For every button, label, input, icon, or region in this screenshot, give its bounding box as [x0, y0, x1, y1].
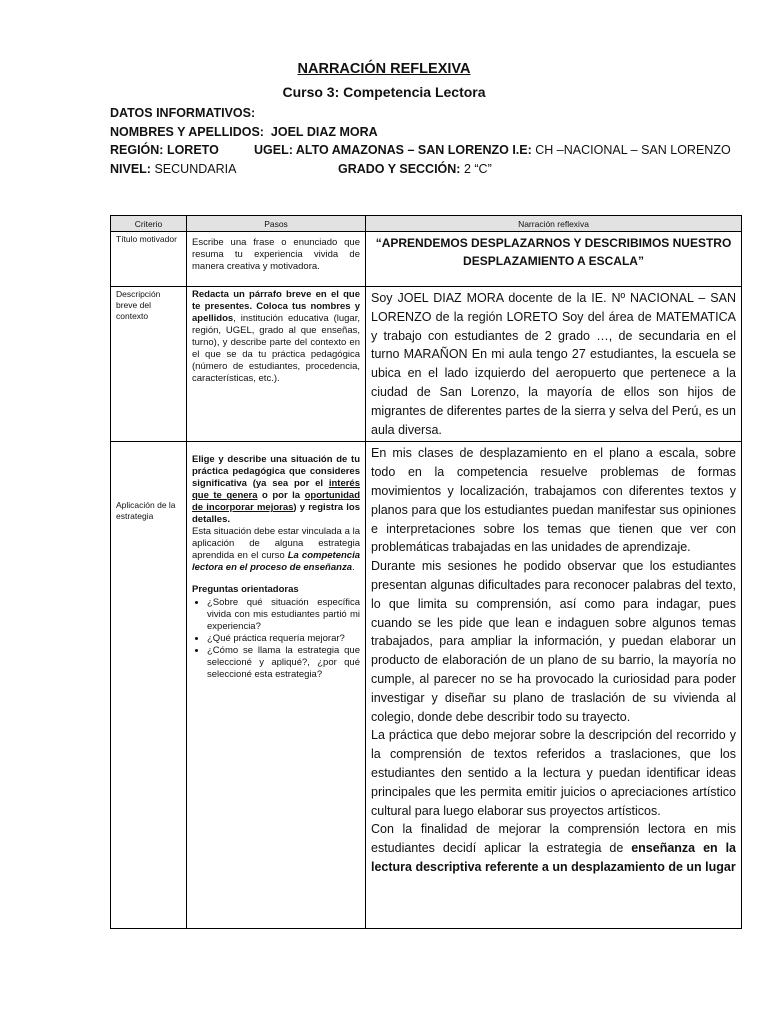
- document-subtitle: Curso 3: Competencia Lectora: [282, 84, 486, 100]
- criterio-aplicacion: Aplicación de la estrategia: [111, 442, 187, 929]
- list-item: • ¿Qué práctica requería mejorar?: [207, 633, 360, 645]
- reflection-table: [110, 215, 742, 929]
- narracion-contexto: Soy JOEL DIAZ MORA docente de la IE. Nº NACIONAL – SAN LORENZO de la región LORETO Soy del área de MATEMATICA y trabajo con estudiantes de 2 grado …, de secundaria en el turno MARAÑON En mi aula tengo 27 estudiantes, la escuela se ubica en el lado izquierdo del aeropuerto que pertenece a la ciudad de San Lorenzo, la mayoría de ellos son hijos de migrantes de diferentes partes de la sierra y selva del Perú, es un aula diversa.: [366, 287, 742, 442]
- info-ugel: [254, 143, 731, 157]
- ie-value: CH –NACIONAL – SAN LORENZO: [535, 143, 731, 157]
- narracion-p2: Durante mis sesiones he podido observar que los estudiantes presentan algunas dificultades para reconocer palabras del texto, lo que limita su comprensión, así como para indagar, pues cuando se les pide que lean e indaguen sobre algunos temas trabajados, para ampliar la información, y puedan elaborar un producto de elaboración de un plano de su barrio, la mayoría no cumple, al parecer no se ha provocado la curiosidad para poder investigar y diseñar su plano de traslación de su vivienda al colegio, donde debe describir todo su trayecto.: [371, 559, 736, 724]
- pasos-contexto-bold: Redacta un párrafo breve en el que te presentes. Coloca tus nombres y apellidos: [192, 289, 360, 324]
- list-item: • ¿Cómo se llama la estrategia que seleccioné y apliqué?, ¿por qué seleccioné esta estrategia?: [207, 645, 360, 681]
- criterio-titulo: Título motivador: [111, 232, 187, 287]
- preguntas-heading: Preguntas orientadoras: [192, 584, 299, 596]
- info-grado: [338, 162, 492, 176]
- pasos-titulo: Escribe una frase o enunciado que resuma tu experiencia vivida de manera creativa y motivadora.: [187, 232, 366, 287]
- info-nombres: [110, 125, 378, 139]
- narracion-p3: La práctica que debo mejorar sobre la descripción del recorrido y la comprensión de textos referidos a traslaciones, que los estudiantes den sentido a la lectura y puedan identificar ideas principales que les permita emitir juicios o apreciaciones artístico cultural para luego elaborar sus proyectos artísticos.: [371, 728, 736, 818]
- grado-value: 2 “C”: [463, 162, 492, 176]
- pasos-aplicacion-p2: Esta situación debe estar vinculada a la aplicación de alguna estrategia aprendida en el curso La competencia lectora en el proceso de enseñanza.: [192, 526, 360, 574]
- oportunidad-underlined: oportunidad de incorporar mejoras: [192, 490, 360, 514]
- list-item: • ¿Sobre qué situación específica vivida con mis estudiantes partió mi experiencia?: [207, 597, 360, 633]
- preguntas-list: [192, 597, 360, 681]
- narracion-aplicacion: [366, 442, 742, 929]
- table-row: [111, 232, 742, 287]
- narracion-titulo: “APRENDEMOS DESPLAZARNOS Y DESCRIBIMOS NUESTRO DESPLAZAMIENTO A ESCALA”: [366, 232, 742, 287]
- course-name: La competencia lectora en el proceso de enseñanza: [192, 550, 360, 574]
- pasos-contexto-rest: , institución educativa (lugar, región, UGEL, grado al que enseñas, turno), y describe parte del contexto en el que se da tu práctica pedagógica (número de estudiantes, procedencia, características, etc.).: [192, 313, 360, 384]
- region-label: REGIÓN: LORETO: [110, 143, 219, 157]
- pasos-contexto: [187, 287, 366, 442]
- narracion-p1: En mis clases de desplazamiento en el plano a escala, sobre todo en la competencia resuelve problemas de formas movimientos y localización, trabajamos con diferentes textos y planos para que los estudiantes puedan manifestar sus opiniones e interpretaciones sobre los temas que tienen que ver con problemáticas trabajadas en las unidades de aprendizaje.: [371, 446, 736, 555]
- info-datos: [110, 106, 255, 120]
- pasos-aplicacion: [187, 442, 366, 929]
- info-region: [110, 143, 219, 157]
- nombres-label: NOMBRES Y APELLIDOS:: [110, 125, 264, 139]
- header-pasos: Pasos: [187, 216, 366, 232]
- document-title: NARRACIÓN REFLEXIVA: [297, 61, 471, 77]
- table-row: [111, 287, 742, 442]
- nivel-label: NIVEL:: [110, 162, 151, 176]
- nombres-value: JOEL DIAZ MORA: [270, 125, 378, 139]
- interes-underlined: interés que te genera: [192, 478, 360, 502]
- criterio-contexto: Descripción breve del contexto: [111, 287, 187, 442]
- header-criterio: Criterio: [111, 216, 187, 232]
- nivel-value: SECUNDARIA: [154, 162, 237, 176]
- ugel-label: UGEL: ALTO AMAZONAS – SAN LORENZO I.E:: [254, 143, 532, 157]
- narracion-p4: Con la finalidad de mejorar la comprensión lectora en mis estudiantes decidí aplicar la estrategia de enseñanza en la lectura descriptiva referente a un desplazamiento de un lugar: [371, 822, 737, 874]
- table-header-row: [111, 216, 742, 232]
- info-nivel: [110, 162, 236, 176]
- pasos-aplicacion-p1: Elige y describe una situación de tu práctica pedagógica que consideres significativa (ya sea por el interés que te genera o por la oportunidad de incorporar mejoras) y registra los detalles.: [192, 454, 360, 526]
- estrategia-bold: enseñanza en la lectura descriptiva referente a un desplazamiento de un lugar: [371, 841, 737, 874]
- datos-label: DATOS INFORMATIVOS:: [110, 106, 256, 120]
- table-row: [111, 442, 742, 929]
- grado-label: GRADO Y SECCIÓN:: [338, 162, 461, 176]
- header-narracion: Narración reflexiva: [366, 216, 742, 232]
